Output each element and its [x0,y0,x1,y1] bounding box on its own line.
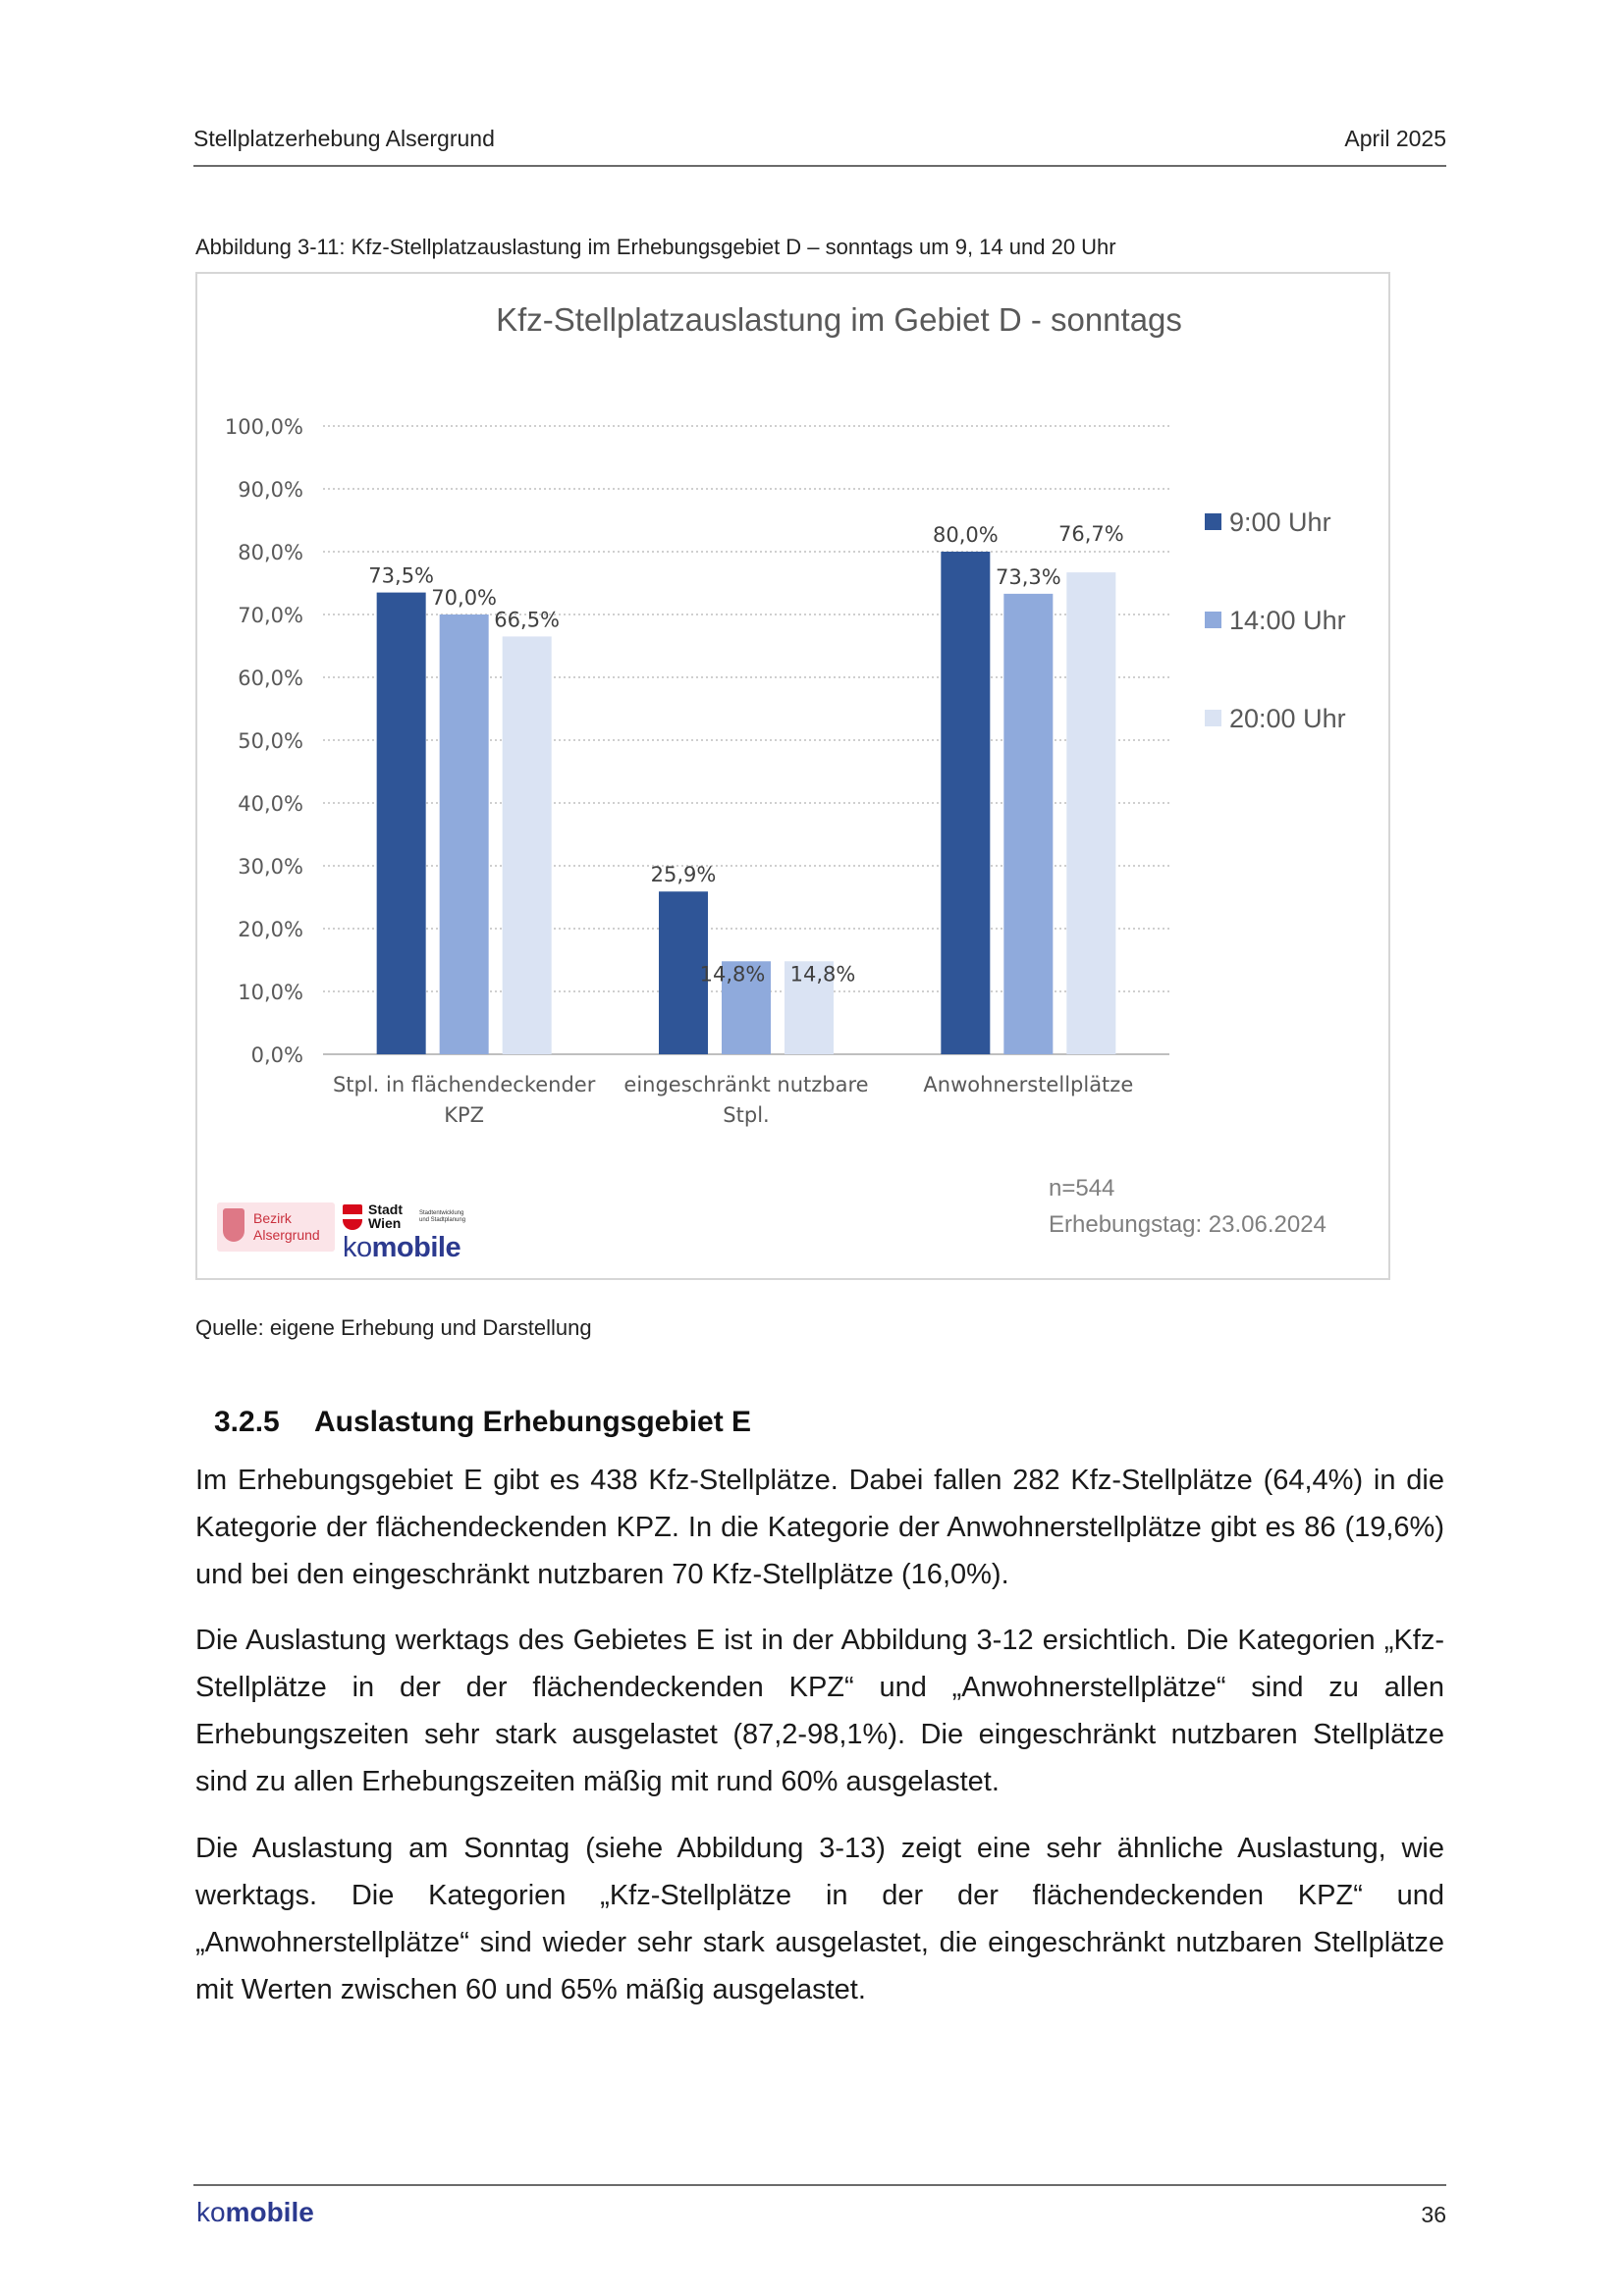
document-date: April 2025 [1344,126,1446,151]
bar-2000uhr [1066,572,1115,1054]
wien-shield-icon [343,1204,362,1230]
stadt-wien-logo: Stadt Wien Stadtentwicklung und Stadtplanung komobile [343,1201,466,1263]
chart-container [195,272,1390,1280]
paragraph: Im Erhebungsgebiet E gibt es 438 Kfz-Stellplätze. Dabei fallen 282 Kfz-Stellplätze (64,4%) in die Kategorie der flächendeckenden KPZ. In die Kategorie der Anwohnerstellplätze gibt es 86 (19,6%) und bei den eingeschränkt nutzbaren 70 Kfz-Stellplätze (16,0%). [195,1465,1444,1590]
sample-size: n=544 [1049,1175,1115,1201]
komobile-logo-small: komobile [343,1232,461,1263]
data-label: 76,7% [1057,522,1124,547]
data-label: 73,3% [995,564,1061,589]
section-number: 3.2.5 [214,1406,280,1438]
bar-2000uhr [503,636,552,1054]
bar-1400uhr [1003,594,1053,1054]
y-tick-label: 0,0% [250,1043,303,1067]
data-label: 66,5% [494,608,561,632]
bezirk-crest-icon [223,1208,244,1242]
y-tick-label: 70,0% [238,604,303,627]
data-label: 14,8% [699,962,766,987]
legend-label: 20:00 Uhr [1229,704,1346,733]
paragraph: Die Auslastung am Sonntag (siehe Abbildung 3-13) zeigt eine sehr ähnliche Auslastung, wie werktags. Die Kategorien „Kfz-Stellplätze in der der flächendeckenden KPZ“ und „Anwohnerstellplätze“ sind wieder sehr stark ausgelastet, die eingeschränkt nutzbaren Stellplätze mit Werten zwischen 60 und 65% mäßig ausgelastet. [195,1833,1444,2005]
x-tick-label: Stpl. in flächendeckender [332,1073,596,1096]
figure-caption: Abbildung 3-11: Kfz-Stellplatzauslastung im Erhebungsgebiet D – sonntags um 9, 14 und 20 Uhr [195,235,1116,259]
legend-item [1205,606,1346,636]
x-tick-label: KPZ [444,1103,485,1127]
bezirk-alsergrund-logo: Bezirk Alsergrund [217,1202,335,1252]
section-heading [214,1406,751,1439]
x-tick-label: Stpl. [723,1103,770,1127]
survey-date: Erhebungstag: 23.06.2024 [1049,1211,1326,1238]
x-tick-label: Anwohnerstellplätze [923,1073,1134,1096]
legend-swatch [1205,710,1221,726]
y-tick-label: 60,0% [238,667,303,690]
y-tick-label: 80,0% [238,541,303,564]
komobile-logo: komobile [196,2197,314,2227]
data-label: 70,0% [431,586,498,610]
legend-swatch [1205,513,1221,530]
y-tick-label: 100,0% [224,415,303,439]
legend-swatch [1205,612,1221,628]
document-title: Stellplatzerhebung Alsergrund [193,126,495,151]
legend-label: 14:00 Uhr [1229,606,1346,635]
bar-chart [197,274,1388,1278]
chart-title: Kfz-Stellplatzauslastung im Gebiet D - sonntags [496,301,1182,338]
x-tick-label: eingeschränkt nutzbare [623,1073,869,1096]
legend-item [1205,704,1346,734]
page-header [193,126,1446,167]
legend-label: 9:00 Uhr [1229,507,1331,537]
bar-900uhr [941,552,990,1054]
y-tick-label: 40,0% [238,792,303,816]
page-number: 36 [1421,2202,1446,2227]
section-title: Auslastung Erhebungsgebiet E [314,1406,752,1438]
paragraph: Die Auslastung werktags des Gebietes E ist in der Abbildung 3-12 ersichtlich. Die Kategorien „Kfz-Stellplätze in der der flächendeckenden KPZ“ und „Anwohnerstellplätze“ sind zu allen Erhebungszeiten sehr stark ausgelastet (87,2-98,1%). Die eingeschränkt nutzbaren Stellplätze sind zu allen Erhebungszeiten mäßig mit rund 60% ausgelastet. [195,1625,1444,1797]
y-tick-label: 10,0% [238,981,303,1004]
data-label: 25,9% [650,863,717,887]
bar-1400uhr [440,614,489,1054]
data-label: 80,0% [932,523,999,547]
y-tick-label: 30,0% [238,855,303,879]
data-label: 73,5% [368,563,435,588]
bar-900uhr [377,593,426,1054]
y-tick-label: 50,0% [238,729,303,753]
data-label: 14,8% [789,962,856,987]
footer-rule [193,2184,1446,2186]
figure-source: Quelle: eigene Erhebung und Darstellung [195,1315,592,1340]
y-tick-label: 20,0% [238,918,303,941]
y-tick-label: 90,0% [238,478,303,502]
legend-item [1205,507,1331,538]
